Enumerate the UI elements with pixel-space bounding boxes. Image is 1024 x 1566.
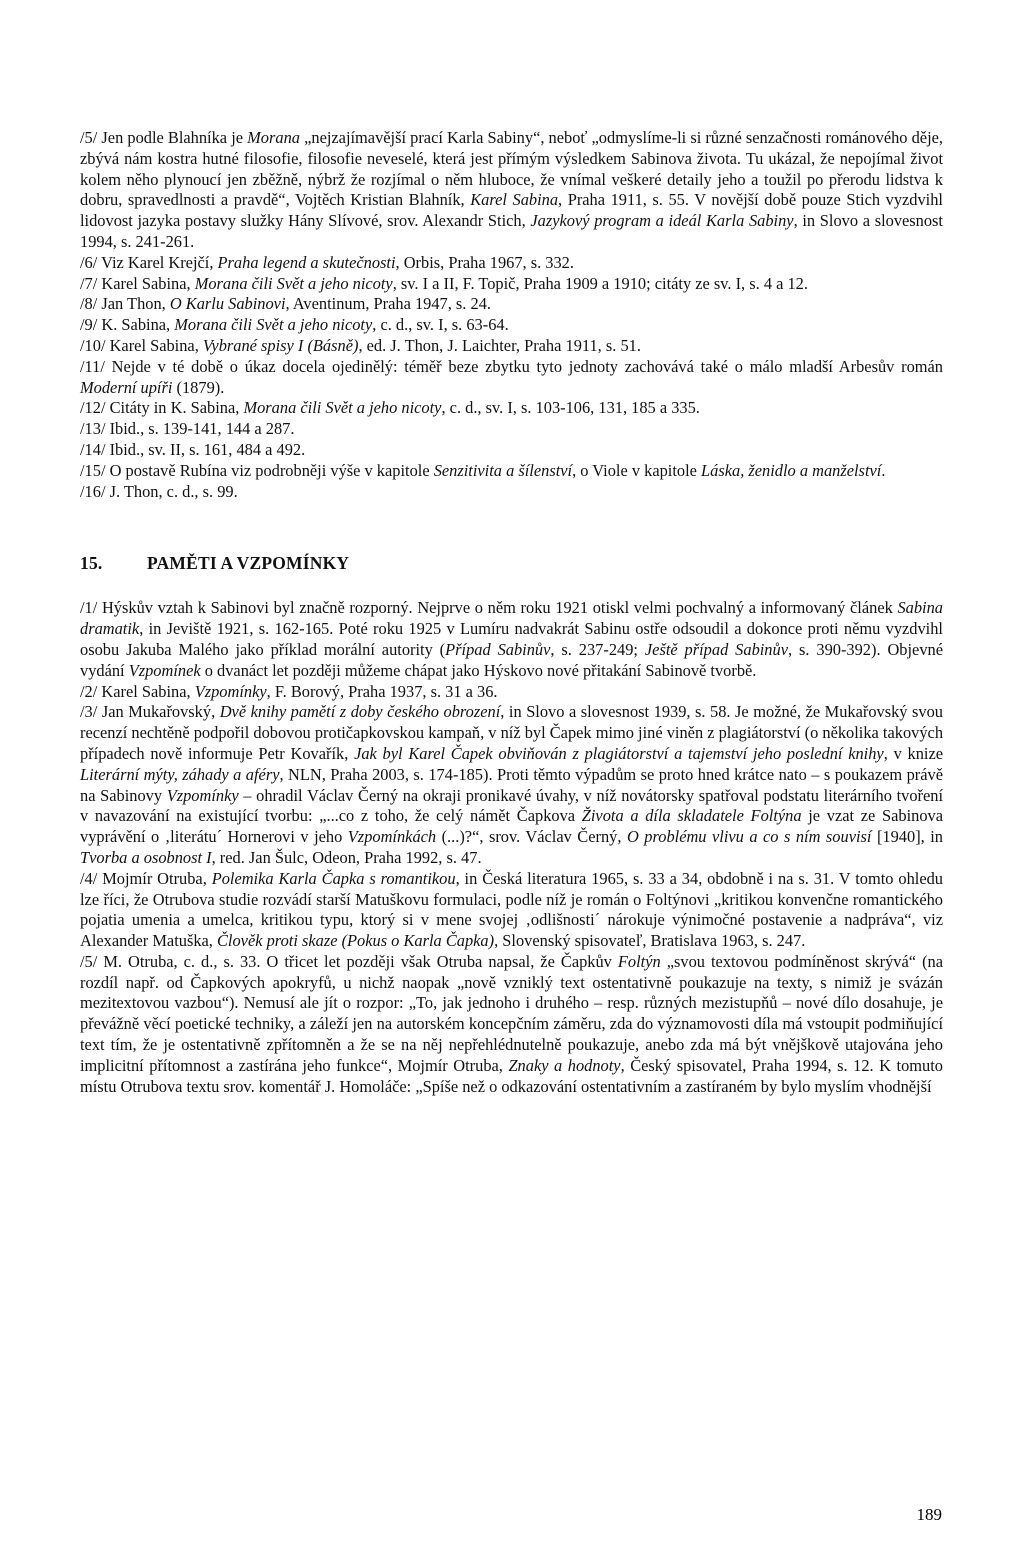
footnote (80, 357, 943, 399)
footnote-text: , in Slovo a slovesnost 1994, s. 241-261. (80, 211, 943, 251)
footnote-text: je vzat ze Sabinova vyprávění o ‚literátu´ Hornerovi v jeho (80, 806, 943, 847)
page-content (80, 128, 943, 1097)
footnote-text: , Orbis, Praha 1967, s. 332. (395, 252, 574, 272)
footnote-title-text: Jazykový program a ideál Karla Sabiny (530, 211, 794, 231)
footnote-text: „nejzajímavější prací Karla Sabiny“, neboť „odmyslíme-li si různé senzačnosti románového děje, zbývá nám kostra hutné filosofie, filosofie neveselé, která jest přímým výsledkem Sabinova života. Tu ukázal, že nepojímal život kolem něho plynoucí jen zběžně, nýbrž že rozjímal o něm hluboce, že vnímal veškeré detaily jeho a toužil po přerodu lidstva k dobru, spravedlnosti a pravdě“, Vojtěch Kristian Blahník, (80, 128, 943, 210)
footnote (80, 702, 943, 868)
footnote-title-text: Láska, ženidlo a manželství (701, 460, 882, 480)
footnote-text: „svou textovou podmíněnost skrývá“ (na rozdíl např. od Čapkových apokryfů, u nichž naopak „nově vzniklý text ostentativně poukazuje na texty, s nimiž je svázán mezitextovou vazbou“). Nemusí ale jít o rozpor: „To, jak jednoho i druhého – resp. různých mezistupňů – nové dílo dosahuje, je převážně věcí poetické techniky, a záleží jen na autorském koncepčním záměru, zda do významovosti díla má vstoupit podmiňující text tím, že je ostentativně zpřítomněn a že se na něj nepřehlédnutelně poukazuje, anebo zda má být vnějškově utajována jeho implicitní přítomnost a zastírána jeho funkce“, Mojmír Otruba, (80, 951, 944, 1075)
footnote-title-text: Života a díla skladatele Foltýna (581, 806, 802, 826)
footnote-text: /11/ Nejde v té době o úkaz docela ojedinělý: téměř beze zbytku tyto jednoty zachovává také o málo mladší Arbesův román (80, 356, 943, 376)
footnote (80, 336, 943, 357)
footnote-text: , c. d., sv. I, s. 63-64. (372, 315, 509, 335)
footnote-title-text: Literární mýty, záhady a aféry (80, 764, 280, 784)
footnote-text: , Slovenský spisovateľ, Bratislava 1963, s. 247. (494, 931, 806, 951)
footnote-title-text: O problému vlivu a co s ním souvisí (626, 827, 872, 847)
footnote-text: /9/ K. Sabina, (80, 315, 175, 335)
footnote (80, 253, 943, 274)
footnote (80, 482, 943, 503)
footnote-text: , o Viole v kapitole (572, 460, 702, 480)
footnote-text: /4/ Mojmír Otruba, (80, 868, 212, 888)
footnote-text: /13/ Ibid., s. 139-141, 144 a 287. (80, 419, 295, 439)
footnote-text: , sv. I a II, F. Topič, Praha 1909 a 1910; citáty ze sv. I, s. 4 a 12. (392, 273, 808, 293)
notes-section-chapter-15 (80, 598, 943, 1097)
chapter-heading (80, 552, 943, 574)
footnote-text: /12/ Citáty in K. Sabina, (80, 398, 244, 418)
footnote-text: , in Jeviště 1921, s. 162-165. Poté roku 1925 v Lumíru nadvakrát Sabinu ostře odsoudil a dokonce proti němu vyzdvihl osobu Jakuba Malého jako příklad morální autority ( (80, 619, 943, 659)
footnote-text: /2/ Karel Sabina, (80, 681, 195, 701)
footnote (80, 952, 943, 1098)
footnote (80, 598, 943, 681)
footnote-title-text: Vybrané spisy I (Básně) (202, 335, 359, 355)
footnote-title-text: Morana (247, 128, 300, 147)
footnote-title-text: Morana čili Svět a jeho nicoty (243, 398, 442, 418)
footnote-title-text: Sabina dramatik (80, 598, 943, 639)
footnote-text: , in Slovo a slovesnost 1939, s. 58. Je možné, že Mukařovský svou recenzí nechtěně podpořil dobovou protičapkovskou kampaň, v níž byl Čapek mimo jiné viněn z plagiátorství (o několika takových případech nově informuje Petr Kovařík, (80, 702, 944, 763)
footnote-text: , Český spisovatel, Praha 1994, s. 12. K tomuto místu Otrubova textu srov. komentář J. Homoláče: „Spíše než o odkazování ostentativním a zastíraném by bylo myslím vhodnější (80, 1055, 943, 1096)
footnote-text: , c. d., sv. I, s. 103-106, 131, 185 a 335. (441, 398, 700, 418)
footnote-text: /7/ Karel Sabina, (80, 273, 195, 293)
footnote-text: /1/ Hýskův vztah k Sabinovi byl značně rozporný. Nejprve o něm roku 1921 otiskl velmi pochvalný a informovaný článek (80, 598, 898, 618)
footnote-title-text: Člověk proti skaze (Pokus o Karla Čapka) (217, 931, 495, 951)
footnote-title-text: Moderní upíři (80, 377, 173, 397)
footnote-text: , v knize (883, 743, 944, 763)
footnote-text: /14/ Ibid., sv. II, s. 161, 484 a 492. (80, 439, 306, 459)
page-number: 189 (916, 1505, 942, 1524)
footnote-text: , in Česká literatura 1965, s. 33 a 34, obdobně i na s. 31. V tomto ohledu lze říci, že Otrubova studie rozvádí starší Matuškovu formulaci, podle níž je román o Foltýnovi „kritikou konvenčne romantického pojatia umenia a umelca, kritikou typu, ktorý si v mene svojej ‚odlišnosti´ nárokuje výnimočné postavenie a nadpráva“, viz Alexander Matuška, (80, 868, 943, 951)
footnote-text: /15/ O postavě Rubína viz podrobněji výše v kapitole (80, 460, 434, 480)
footnote-title-text: Polemika Karla Čapka s romantikou (211, 868, 456, 888)
footnote-text: , s. 390-392). Objevné vydání (80, 639, 943, 680)
footnote-title-text: Morana čili Svět a jeho nicoty (174, 315, 373, 335)
footnote-title-text: Případ Sabinův (445, 639, 551, 659)
footnote-text: , F. Borový, Praha 1937, s. 31 a 36. (266, 681, 498, 701)
footnote-text: . (881, 460, 886, 480)
footnote (80, 398, 943, 419)
footnote-text: (...)?“, srov. Václav Černý, (436, 827, 627, 847)
footnote (80, 461, 943, 482)
footnote-text: , NLN, Praha 2003, s. 174-185). Proti těmto výpadům se proto hned krátce nato – s poukazem právě na Sabinovy (80, 764, 943, 805)
footnote-title-text: Jak byl Karel Čapek obviňován z plagiátorství a tajemství jeho poslední knihy (354, 743, 884, 763)
footnote-title-text: Tvorba a osobnost I (80, 847, 212, 867)
footnote (80, 682, 943, 703)
footnote-title-text: Senzitivita a šílenství (433, 460, 573, 480)
footnote-text: /3/ Jan Mukařovský, (80, 702, 220, 722)
footnote-text: o dvanáct let později můžeme chápat jako Hýskovo nové přitakání Sabinově tvorbě. (200, 660, 757, 680)
footnote-title-text: Znaky a hodnoty (508, 1055, 621, 1075)
footnote-text: /16/ J. Thon, c. d., s. 99. (80, 481, 238, 501)
footnote (80, 294, 943, 315)
footnote-text: – ohradil Václav Černý na okraji pronikavé úvahy, v níž novátorsky spatřoval podstatu literárního tvoření v navazování na existující tvorbu: „...co z toho, že celý námět Čapkova (80, 785, 943, 826)
footnote-title-text: O Karlu Sabinovi (169, 294, 286, 314)
footnote-title-text: Ještě případ Sabinův (644, 639, 788, 659)
notes-section-chapter-14 (80, 128, 943, 502)
footnote-text: /5/ Jen podle Blahníka je (80, 128, 248, 147)
footnote (80, 869, 943, 952)
footnote-text: , ed. J. Thon, J. Laichter, Praha 1911, s. 51. (358, 335, 641, 355)
footnote (80, 128, 943, 253)
footnote-text: , Praha 1911, s. 55. V novější době pouze Stich vyzdvihl lidovost jazyka postavy služky Hány Slívové, srov. Alexandr Stich, (80, 190, 943, 231)
footnote (80, 315, 943, 336)
footnote-title-text: Karel Sabina (470, 190, 559, 210)
footnote-text: , red. Jan Šulc, Odeon, Praha 1992, s. 47. (211, 847, 482, 867)
footnote-text: [1940], in (871, 827, 943, 847)
chapter-number: 15. (80, 553, 103, 574)
footnote (80, 274, 943, 295)
chapter-title: PAMĚTI A VZPOMÍNKY (147, 553, 350, 574)
footnote-text: /10/ Karel Sabina, (80, 335, 203, 355)
footnote-text: /5/ M. Otruba, c. d., s. 33. O třicet let později však Otruba napsal, že Čapkův (80, 951, 618, 971)
footnote-title-text: Vzpomínky (194, 681, 267, 701)
footnote (80, 419, 943, 440)
footnote-text: (1879). (172, 377, 225, 397)
footnote-text: /6/ Viz Karel Krejčí, (80, 252, 218, 272)
footnote-text: , s. 237-249; (550, 639, 645, 659)
footnote-title-text: Vzpomínky (166, 785, 239, 805)
footnote-text: , Aventinum, Praha 1947, s. 24. (285, 294, 491, 314)
footnote-title-text: Dvě knihy pamětí z doby českého obrození (219, 702, 501, 722)
footnote-title-text: Foltýn (617, 951, 661, 971)
footnote-title-text: Praha legend a skutečnosti (217, 252, 396, 272)
footnote-title-text: Vzpomínkách (347, 827, 437, 847)
footnote-title-text: Vzpomínek (128, 660, 201, 680)
footnote-text: /8/ Jan Thon, (80, 294, 170, 314)
footnote (80, 440, 943, 461)
footnote-title-text: Morana čili Svět a jeho nicoty (194, 273, 393, 293)
